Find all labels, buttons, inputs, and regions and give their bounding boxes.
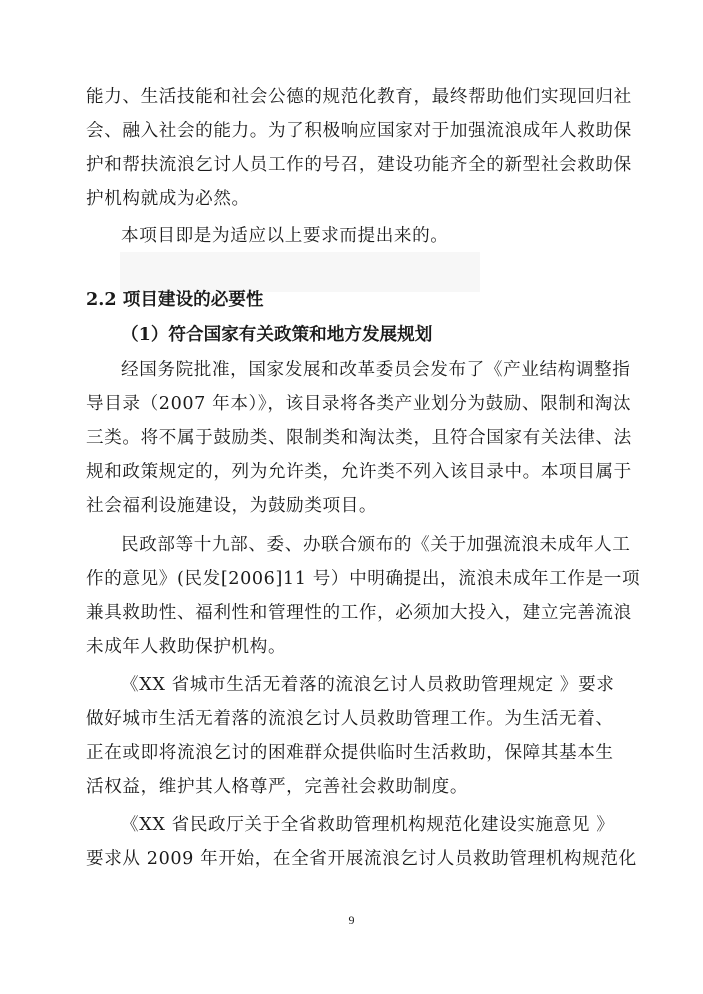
text-line: 会、融入社会的能力。为了积极响应国家对于加强流浪成年人救助保 [86, 121, 632, 141]
text-line: 做好城市生活无着落的流浪乞讨人员救助管理工作。为生活无着、 [86, 709, 614, 729]
text-line: 导目录（2007 年本）》，该目录将各类产业划分为鼓励、限制和淘汰 [86, 394, 632, 414]
text-line: 兼具救助性、福利性和管理性的工作，必须加大投入，建立完善流浪 [86, 603, 632, 623]
text-line: 活权益，维护其人格尊严，完善社会救助制度。 [86, 777, 469, 797]
subsection-heading: （1）符合国家有关政策和地方发展规划 [121, 324, 433, 345]
text-line: 《XX 省城市生活无着落的流浪乞讨人员救助管理规定 》要求 [121, 675, 615, 695]
text-line: 护机构就成为必然。 [86, 189, 250, 209]
text-line: 民政部等十九部、委、办联合颁布的《关于加强流浪未成年人工 [121, 535, 631, 555]
text-line: 未成年人救助保护机构。 [86, 637, 287, 657]
text-line: 规和政策规定的，列为允许类，允许类不列入该目录中。本项目属于 [86, 462, 632, 482]
text-line: 三类。将不属于鼓励类、限制类和淘汰类，且符合国家有关法律、法 [86, 428, 632, 448]
text-line: 经国务院批准，国家发展和改革委员会发布了《产业结构调整指 [121, 360, 631, 380]
text-line: 要求从 2009 年开始，在全省开展流浪乞讨人员救助管理机构规范化 [86, 849, 637, 869]
text-line: 能力、生活技能和社会公德的规范化教育，最终帮助他们实现回归社 [86, 87, 632, 107]
text-line: 《XX 省民政厅关于全省救助管理机构规范化建设实施意见 》 [121, 815, 615, 835]
text-line: 正在或即将流浪乞讨的困难群众提供临时生活救助，保障其基本生 [86, 743, 614, 763]
text-line: 护和帮扶流浪乞讨人员工作的号召，建设功能齐全的新型社会救助保 [86, 155, 632, 175]
page-number: 9 [348, 913, 355, 927]
text-line: 本项目即是为适应以上要求而提出来的。 [121, 226, 449, 246]
section-heading: 2.2 项目建设的必要性 [86, 289, 264, 310]
text-line: 作的意见》(民发[2006]11 号）中明确提出，流浪未成年工作是一项 [86, 569, 641, 589]
text-line: 社会福利设施建设，为鼓励类项目。 [86, 496, 378, 516]
